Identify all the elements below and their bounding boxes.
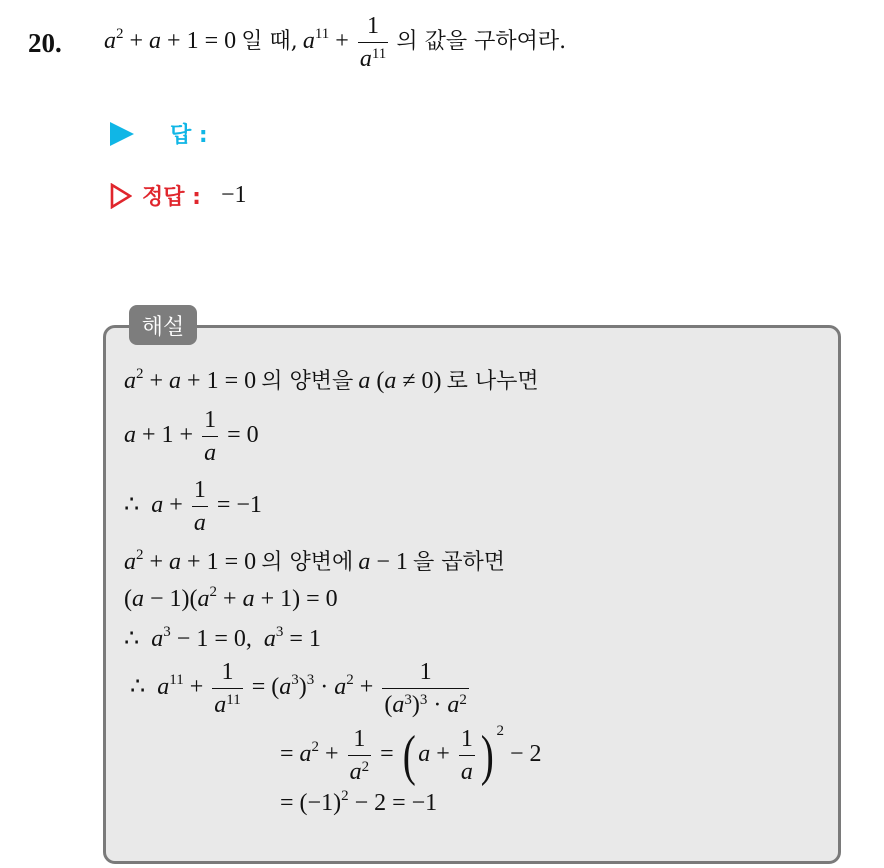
therefore-symbol: ∴ (124, 492, 140, 519)
solution-line-8: = $a^2$ + $\frac{1}{a^2}$ = ( a + $\frac{1}{a}$ ) $^2$ − 2 (280, 723, 542, 787)
solution-line4-tail: 을 곱하면 (412, 550, 505, 575)
solution-line-5: $(a - 1)(a^2 + a + 1) = 0$ (124, 584, 338, 612)
play-triangle-icon (110, 122, 134, 146)
solution-line-6: ∴ $a^3 - 1 = 0$, $a^3 = 1$ (124, 624, 321, 652)
solution-badge: 해설 (129, 305, 197, 345)
question-condition: $a^2 + a + 1 = 0$ (104, 26, 237, 55)
question-ask: 의 값을 구하여라. (396, 29, 567, 55)
answer-label: 답 : (170, 123, 208, 148)
solution-line-9: = $(-1)^2 - 2 = -1$ (280, 788, 438, 816)
answer-row (110, 118, 208, 149)
correct-answer-label: 정답 : (142, 185, 201, 210)
outline-triangle-icon (110, 183, 132, 209)
question-text (104, 14, 566, 71)
question-number: 20. (28, 28, 62, 58)
solution-line-1: $a^2 + a + 1 = 0$ 의 양변을 a (a ≠ 0) 로 나누면 (124, 366, 539, 394)
solution-line-7: ∴ $a^{11}$ + $\frac{1}{a^{11}}$ = $(a^3)^3 \cdot a^2$ + $\frac{1}{(a^3)^3 \cdot a^2}$ (130, 659, 467, 718)
solution-line1-text: 의 양변을 (261, 369, 354, 394)
question-particle: 일 때, (241, 29, 298, 55)
solution-line1-tail: 로 나누면 (446, 369, 539, 394)
solution-line-3: ∴ a + $\frac{1}{a}$ = −1 (124, 477, 262, 536)
solution-line-4: $a^2 + a + 1 = 0$ 의 양변에 a − 1 을 곱하면 (124, 547, 505, 575)
correct-answer-row (110, 180, 247, 211)
solution-line4-text: 의 양변에 (261, 550, 354, 575)
solution-line-2: a + 1 + $\frac{1}{a}$ = 0 (124, 407, 259, 466)
correct-answer-value: −1 (220, 182, 247, 208)
question-expression: $a^{11}$ + $\frac{1}{a^{11}}$ (302, 13, 387, 72)
